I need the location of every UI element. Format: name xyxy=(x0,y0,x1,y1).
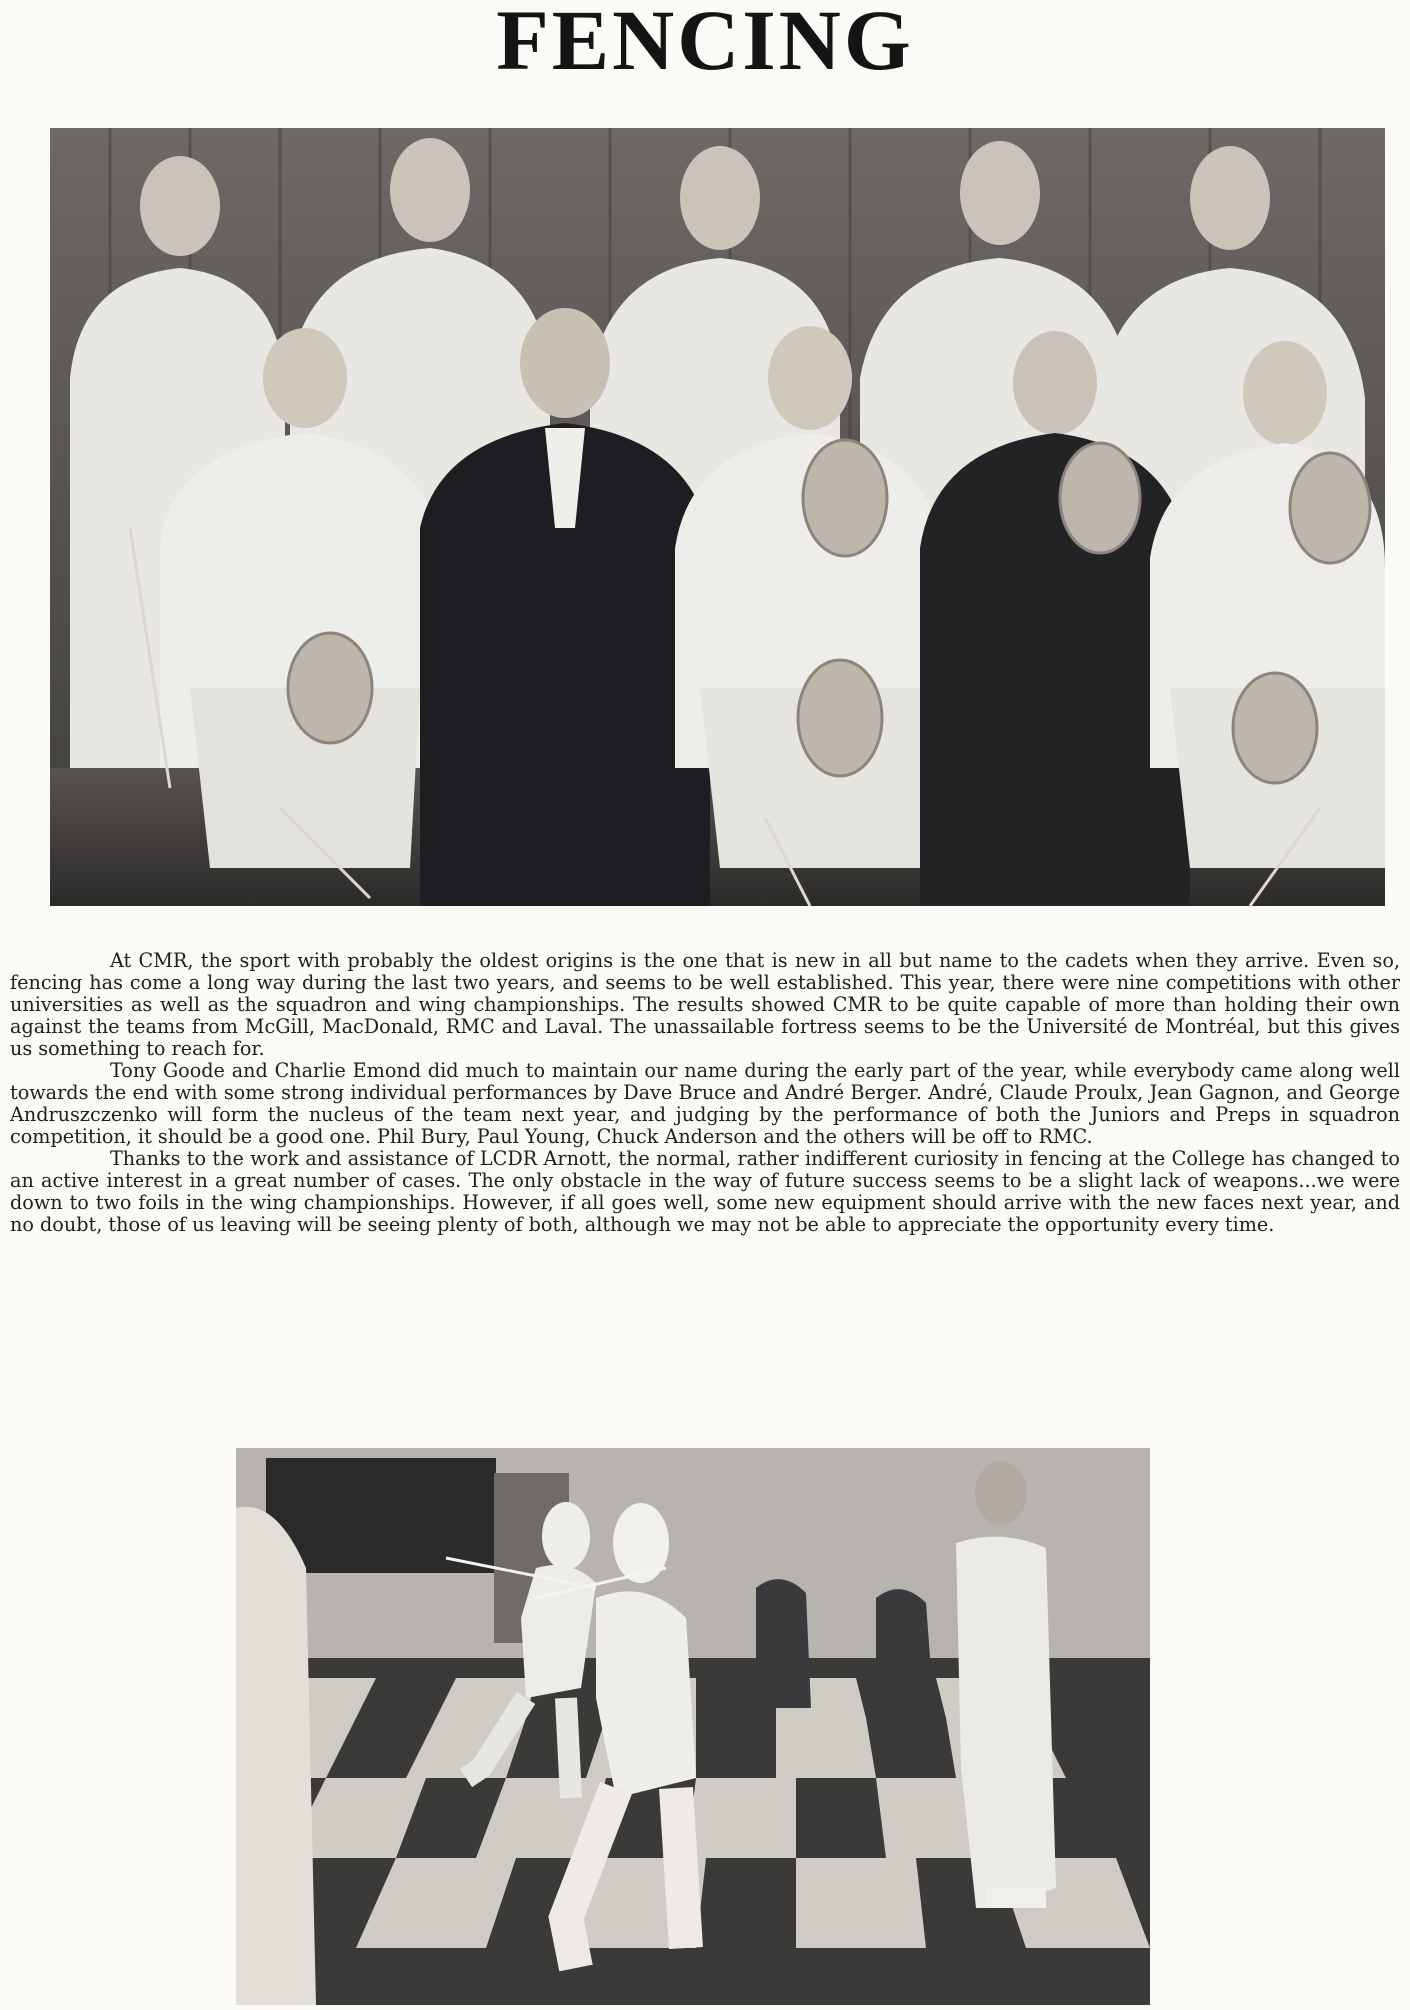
article-paragraph: At CMR, the sport with probably the oldest origins is the one that is new in all but name to the cadets when they arrive. Even so, fencing has come a long way during the last two years, and seems to be well established. This year, there were nine competitions with other universities as well as the squadron and wing championships. The results showed CMR to be quite capable of more than holding their own against the teams from McGill, MacDonald, RMC and Laval. The unassailable fortress seems to be the Université de Montréal, but this gives us something to reach for. xyxy=(10,949,1400,1060)
team-photo xyxy=(50,128,1385,906)
team-photo-icon xyxy=(50,128,1385,906)
article-paragraph: Thanks to the work and assistance of LCDR Arnott, the normal, rather indifferent curiosity in fencing at the College has changed to an active interest in a great number of cases. The only obstacle in the way of future success seems to be a slight lack of weapons...we were down to two foils in the wing championships. However, if all goes well, some new equipment should arrive with the new faces next year, and no doubt, those of us leaving will be seeing plenty of both, although we may not be able to appreciate the opportunity every time. xyxy=(10,1147,1400,1236)
article-paragraph: Tony Goode and Charlie Emond did much to maintain our name during the early part of the year, while everybody came along well towards the end with some strong individual performances by Dave Bruce and André Berger. André, Claude Proulx, Jean Gagnon, and George Andruszczenko will form the nucleus of the team next year, and judging by the performance of both the Juniors and Preps in squadron competition, it should be a good one. Phil Bury, Paul Young, Chuck Anderson and the others will be off to RMC. xyxy=(10,1059,1400,1148)
bout-photo xyxy=(236,1448,1150,2005)
article-body xyxy=(10,950,1400,1236)
fencing-bout-photo-icon xyxy=(236,1448,1150,2005)
page-title: FENCING xyxy=(496,0,914,88)
